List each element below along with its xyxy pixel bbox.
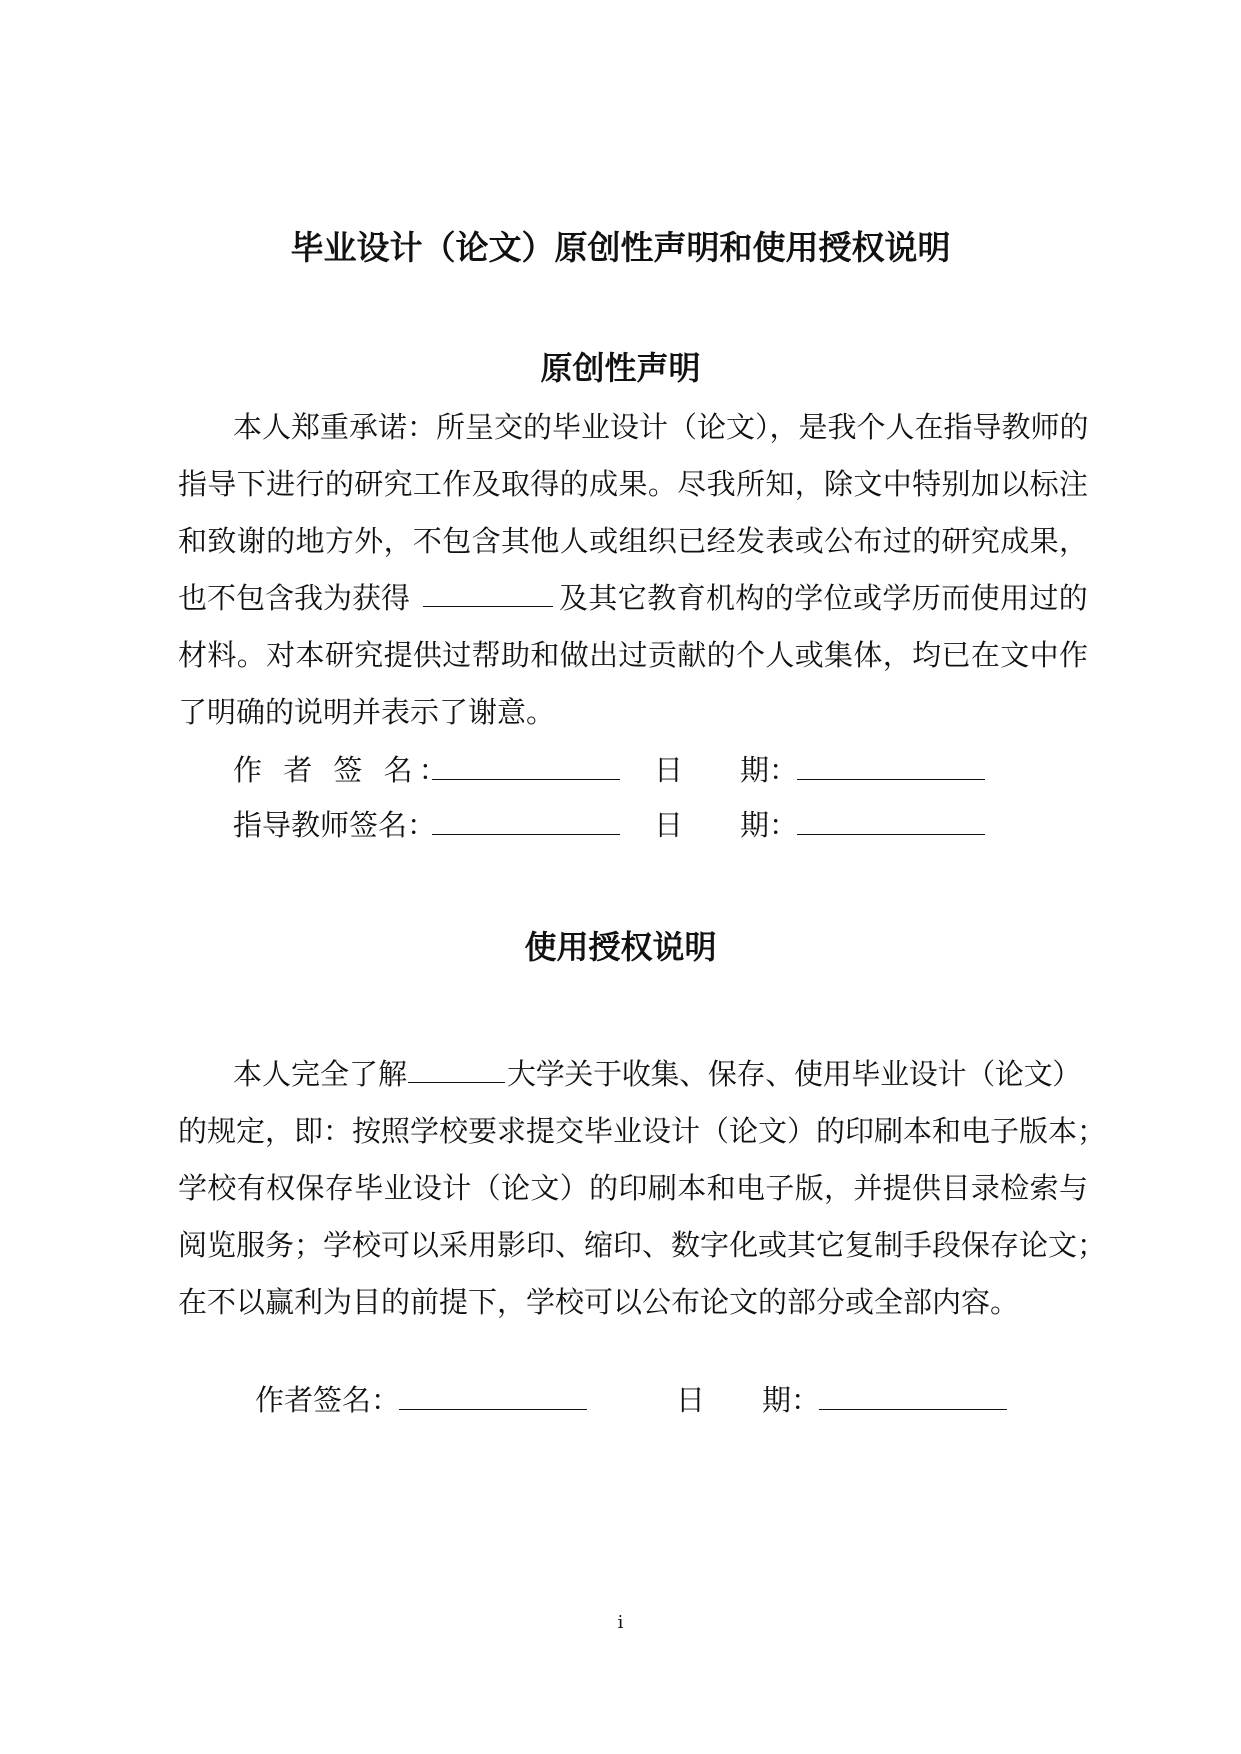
university-name-blank[interactable] — [408, 1082, 505, 1083]
date-label-char-2: 期： — [762, 1383, 821, 1417]
originality-line-4a: 也不包含我为获得 — [178, 581, 411, 615]
originality-line-5: 材料。对本研究提供过帮助和做出过贡献的个人或集体，均已在文中作 — [178, 638, 1088, 672]
degree-institution-blank[interactable] — [423, 606, 553, 607]
advisor-signature-field[interactable] — [432, 834, 620, 835]
author-sign-label: 作 者 签 名： — [233, 753, 454, 787]
author-signature-field[interactable] — [399, 1409, 587, 1410]
originality-line-1: 本人郑重承诺：所呈交的毕业设计（论文），是我个人在指导教师的 — [233, 410, 1089, 444]
authorization-line-5: 在不以赢利为目的前提下，学校可以公布论文的部分或全部内容。 — [178, 1285, 1020, 1319]
originality-line-4b: 及其它教育机构的学位或学历而使用过的 — [559, 581, 1089, 615]
originality-line-6: 了明确的说明并表示了谢意。 — [178, 695, 556, 729]
authorization-line-2: 的规定，即：按照学校要求提交毕业设计（论文）的印刷本和电子版本； — [178, 1114, 1107, 1148]
date-label-char-2: 期： — [740, 808, 799, 842]
date-label-char-2: 期： — [740, 753, 799, 787]
date-label-char-1: 日 — [654, 808, 684, 842]
authorization-line-4: 阅览服务；学校可以采用影印、缩印、数字化或其它复制手段保存论文； — [178, 1228, 1107, 1262]
author-date-field[interactable] — [797, 779, 985, 780]
author-date-field[interactable] — [819, 1409, 1007, 1410]
author-sign-label: 作者签名： — [255, 1383, 401, 1417]
originality-heading: 原创性声明 — [540, 349, 701, 387]
date-label-char-1: 日 — [676, 1383, 706, 1417]
authorization-line-1a: 本人完全了解 — [233, 1057, 408, 1091]
authorization-line-1b: 大学关于收集、保存、使用毕业设计（论文） — [507, 1057, 1082, 1091]
date-label-char-1: 日 — [654, 753, 684, 787]
originality-line-2: 指导下进行的研究工作及取得的成果。尽我所知，除文中特别加以标注 — [178, 467, 1088, 501]
authorization-heading: 使用授权说明 — [524, 928, 717, 966]
originality-line-3: 和致谢的地方外，不包含其他人或组织已经发表或公布过的研究成果， — [178, 524, 1088, 558]
page-title: 毕业设计（论文）原创性声明和使用授权说明 — [290, 228, 951, 267]
advisor-date-field[interactable] — [797, 834, 985, 835]
page-number: i — [617, 1612, 624, 1633]
author-signature-field[interactable] — [432, 779, 620, 780]
authorization-line-3: 学校有权保存毕业设计（论文）的印刷本和电子版，并提供目录检索与 — [178, 1171, 1088, 1205]
advisor-sign-label: 指导教师签名： — [233, 808, 437, 842]
